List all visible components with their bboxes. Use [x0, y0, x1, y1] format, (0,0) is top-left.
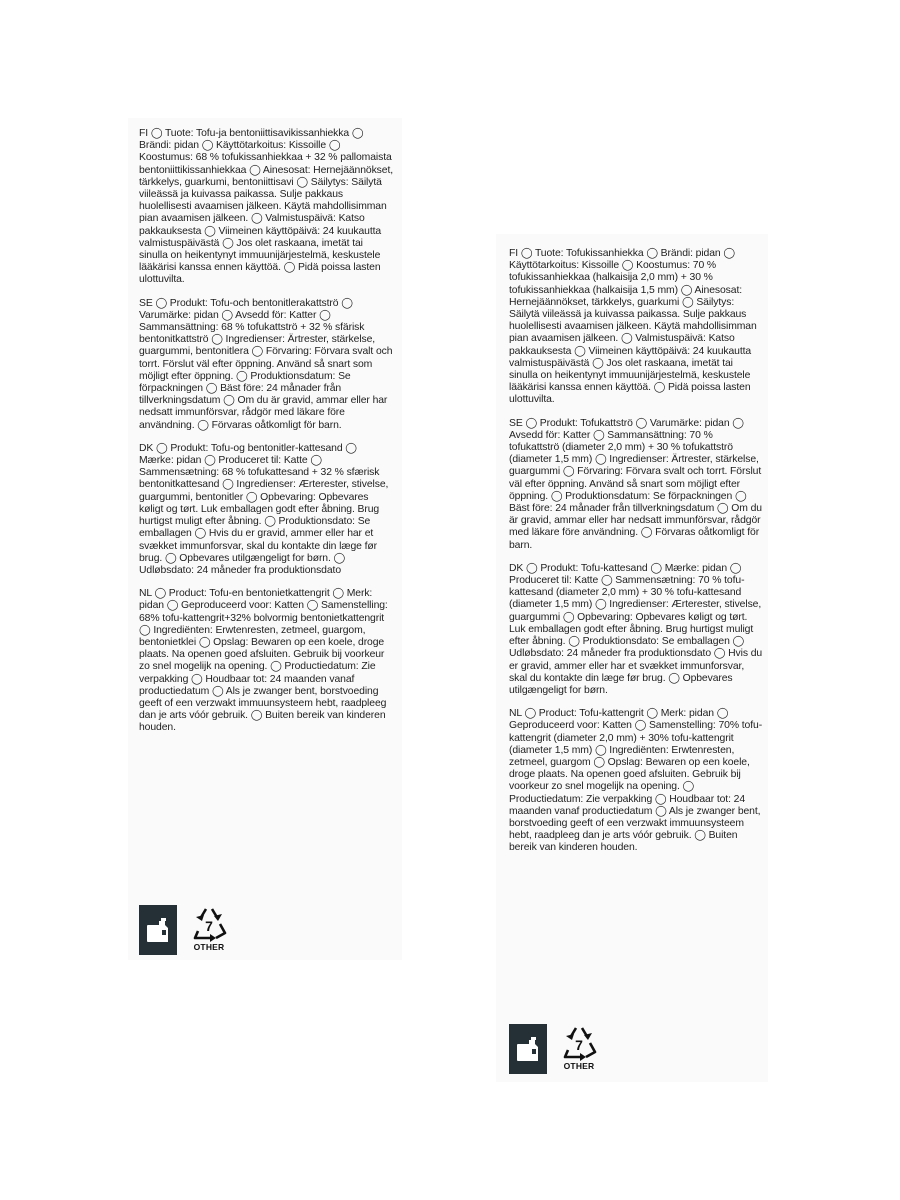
disposal-icons-right	[509, 1023, 602, 1075]
recycle-7-icon	[189, 904, 229, 942]
recycle-label: OTHER	[193, 942, 225, 952]
label-panel-left	[128, 118, 402, 960]
paragraph-fi: FI ◯ Tuote: Tofu-ja bentoniittisavikissanhiekka ◯ Brändi: pidan ◯ Käyttötarkoitus: Kissoille ◯ Koostumus: 68 % tofukissanhiekkaa + 32 % pallomaista bentoniittikissanhiekkaa ◯ Ainesosat: Hernejäännökset, tärkkelys, guarkumi, bentoniittisavi ◯ Säilytys: Säilytä viileässä ja kuivassa paikassa. Sulje pakkaus huolellisesti avaamisen jälkeen. Käytä mahdollisimman pian avaamisen jälkeen. ◯ Valmistuspäivä: Katso pakkauksesta ◯ Viimeinen käyttöpäivä: 24 kuukautta valmistuspäivästä ◯ Jos olet raskaana, imetät tai sinulla on heikentynyt immuunijärjestelmä, keskustele lääkärisi kanssa ennen käyttöä. ◯ Pidä poissa lasten ulottuvilta.	[139, 128, 394, 286]
recycle-symbol	[556, 1023, 602, 1075]
paragraph-nl: NL ◯ Product: Tofu-kattengrit ◯ Merk: pidan ◯ Geproduceerd voor: Katten ◯ Samenstelling: 70% tofu-kattengrit (diameter 2,0 mm) + 30% tofu-kattengrit (diameter 1,5 mm) ◯ Ingrediënten: Erwtenresten, zetmeel, guargom ◯ Opslag: Bewaren op een koele, droge plaats. Na openen goed afsluiten. Gebruik bij voorkeur zo snel mogelijk na opening. ◯ Productiedatum: Zie verpakking ◯ Houdbaar tot: 24 maanden vanaf productiedatum ◯ Als je zwanger bent, borstvoeding geeft of een verzwakt immuunsysteem hebt, raadpleeg dan je arts vóór gebruik. ◯ Buiten bereik van kinderen houden.	[509, 708, 763, 854]
paragraph-se: SE ◯ Produkt: Tofu-och bentonitlerakattströ ◯ Varumärke: pidan ◯ Avsedd för: Katter ◯ Sammansättning: 68 % tofukattströ + 32 % sfärisk bentonitkattströ ◯ Ingredienser: Ärtrester, stärkelse, guargummi, bentonitlera ◯ Förvaring: Förvara svalt och torrt. Förslut väl efter öppning. Använd så snart som möjligt efter öppning. ◯ Produktionsdatum: Se förpackningen ◯ Bäst före: 24 månader från tillverkningsdatum ◯ Om du är gravid, ammar eller har nedsatt immunförsvar, rådgör med läkare före användning. ◯ Förvaras oåtkomligt för barn.	[139, 297, 393, 431]
recycle-label: OTHER	[563, 1061, 595, 1071]
paragraph-dk: DK ◯ Produkt: Tofu-kattesand ◯ Mærke: pidan ◯ Produceret til: Katte ◯ Sammensætning: 70 % tofu-kattesand (diameter 2,0 mm) + 30 % tofu-kattesand (diameter 1,5 mm) ◯ Ingredienser: Ærterester, stivelse, guargummi ◯ Opbevaring: Opbevares køligt og tørt. Luk emballagen godt efter åbning. Brug hurtigst muligt efter åbning. ◯ Produktionsdato: Se emballagen ◯ Udløbsdato: 24 måneder fra produktionsdato ◯ Hvis du er gravid, ammer eller har et svækket immunforsvar, skal du kontakte din læge før brug. ◯ Opbevares utilgængeligt for børn.	[509, 562, 763, 696]
label-text-right	[509, 248, 764, 866]
recycle-code: 7	[575, 1037, 583, 1053]
paragraph-fi: FI ◯ Tuote: Tofukissanhiekka ◯ Brändi: pidan ◯ Käyttötarkoitus: Kissoille ◯ Koostumus: 70 % tofukissanhiekkaa (halkaisija 2,0 mm) + 30 % tofukissanhiekkaa (halkaisija 1,5 mm) ◯ Ainesosat: Hernejäännökset, tärkkelys, guarkumi ◯ Säilytys: Säilytä viileässä ja kuivassa paikassa. Sulje pakkaus huolellisesti avaamisen jälkeen. Käytä mahdollisimman pian avaamisen jälkeen. ◯ Valmistuspäivä: Katso pakkauksesta ◯ Viimeinen käyttöpäivä: 24 kuukautta valmistuspäivästä ◯ Jos olet raskaana, imetät tai sinulla on heikentynyt immuunijärjestelmä, keskustele lääkärisi kanssa ennen käyttöä. ◯ Pidä poissa lasten ulottuvilta.	[509, 248, 757, 406]
paragraph-nl: NL ◯ Product: Tofu-en bentonietkattengrit ◯ Merk: pidan ◯ Geproduceerd voor: Katten ◯ Samenstelling: 68% tofu-kattengrit+32% bolvormig bentonietkattengrit ◯ Ingrediënten: Erwtenresten, zetmeel, guargom, bentonietklei ◯ Opslag: Bewaren op een koele, droge plaats. Na openen goed afsluiten. Gebruik bij voorkeur zo snel mogelijk na opening. ◯ Productiedatum: Zie verpakking ◯ Houdbaar tot: 24 maanden vanaf productiedatum ◯ Als je zwanger bent, borstvoeding geeft of een verzwakt immuunsysteem hebt, raadpleeg dan je arts vóór gebruik. ◯ Buiten bereik van kinderen houden.	[139, 588, 388, 734]
disposal-icons-left	[139, 904, 232, 956]
paragraph-dk: DK ◯ Produkt: Tofu-og bentonitler-kattesand ◯ Mærke: pidan ◯ Produceret til: Katte ◯ Sammensætning: 68 % tofukattesand + 32 % sfærisk bentonitkattesand ◯ Ingredienser: Ærterester, stivelse, guargummi, bentonitler ◯ Opbevaring: Opbevares køligt og tørt. Luk emballagen godt efter åbning. Brug hurtigst muligt efter åbning. ◯ Produktionsdato: Se emballagen ◯ Hvis du er gravid, ammer eller har et svækket immunforsvar, skal du kontakte din læge før brug. ◯ Opbevares utilgængeligt for børn. ◯ Udløbsdato: 24 måneder fra produktionsdato	[139, 442, 389, 576]
waste-container-icon	[139, 905, 177, 955]
label-panel-right	[496, 234, 768, 1082]
recycle-code: 7	[205, 918, 213, 934]
recycle-symbol	[186, 904, 232, 956]
label-text-left	[139, 128, 394, 746]
recycle-7-icon	[559, 1023, 599, 1061]
waste-container-icon	[509, 1024, 547, 1074]
paragraph-se: SE ◯ Produkt: Tofukattströ ◯ Varumärke: pidan ◯ Avsedd för: Katter ◯ Sammansättning: 70 % tofukattströ (diameter 2,0 mm) + 30 % tofukattströ (diameter 1,5 mm) ◯ Ingredienser: Ärtrester, stärkelse, guargummi ◯ Förvaring: Förvara svalt och torrt. Förslut väl efter öppning. Använd så snart som möjligt efter öppning. ◯ Produktionsdatum: Se förpackningen ◯ Bäst före: 24 månader från tillverkningsdatum ◯ Om du är gravid, ammar eller har nedsatt immunförsvar, rådgör med läkare före användning. ◯ Förvaras oåtkomligt för barn.	[509, 417, 762, 551]
